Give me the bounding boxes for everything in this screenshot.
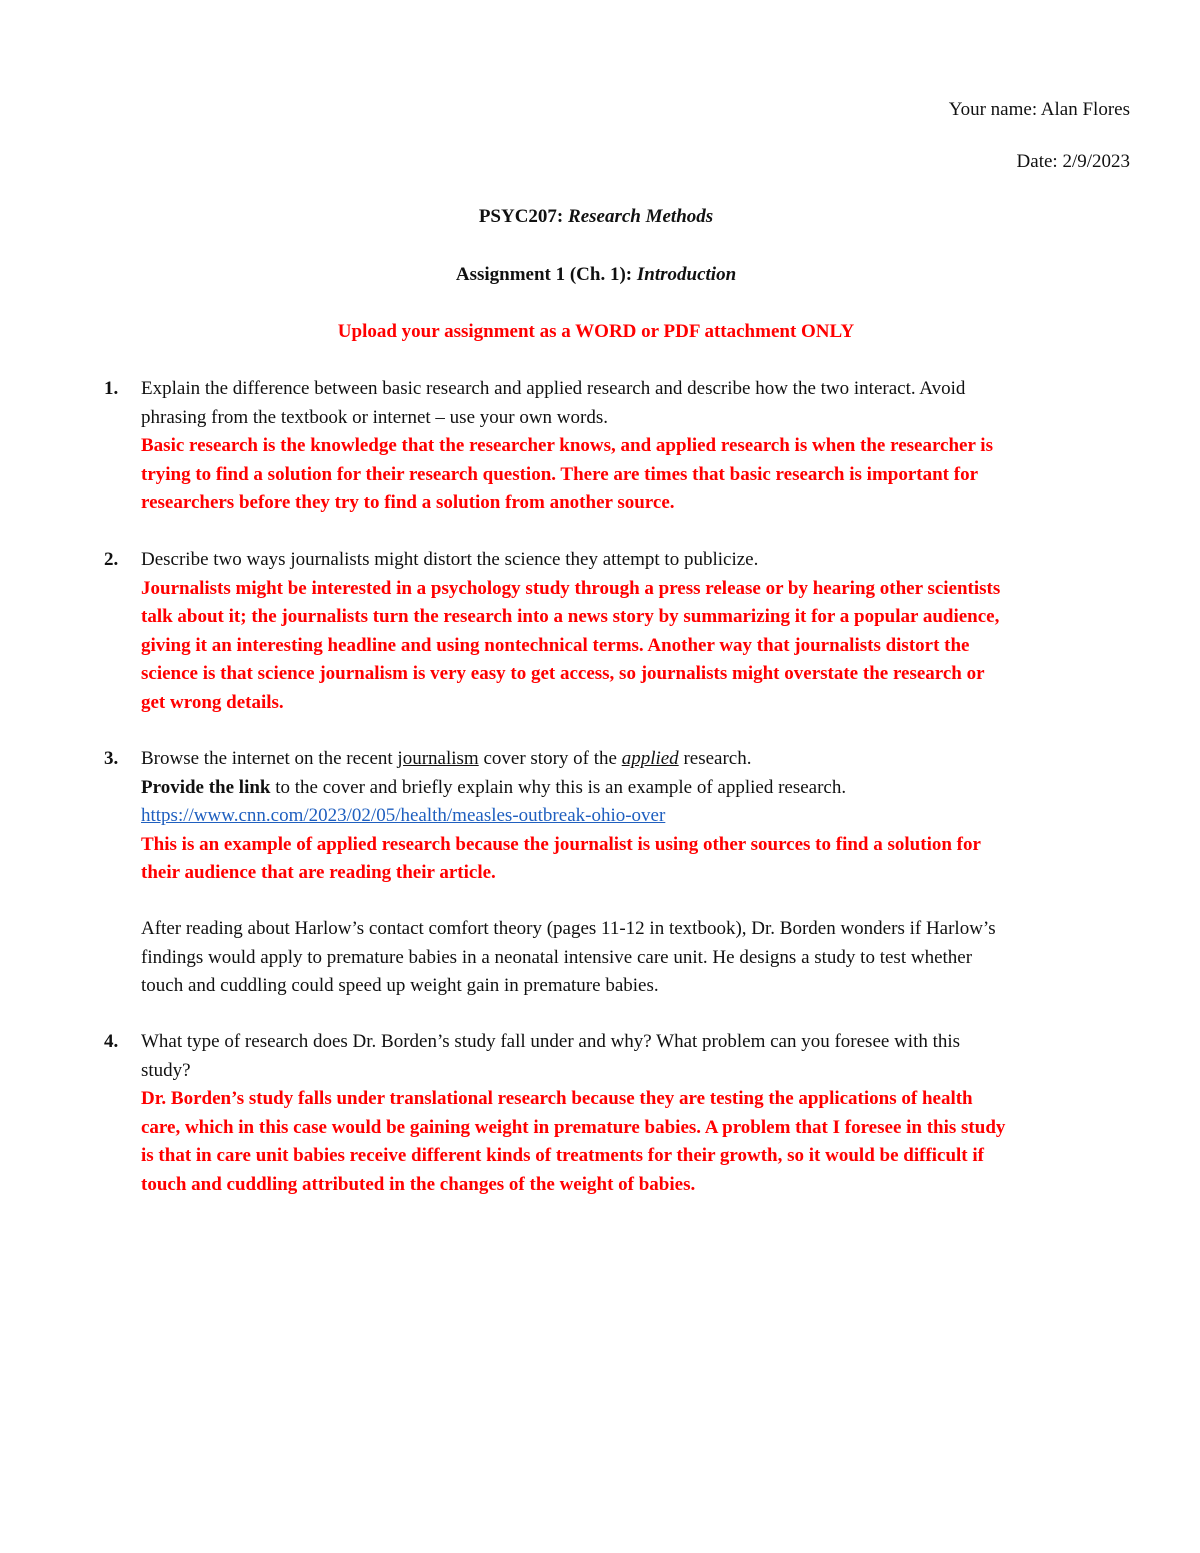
upload-instruction: Upload your assignment as a WORD or PDF attachment ONLY	[337, 321, 855, 342]
question-line: study?	[141, 1059, 191, 1081]
answer-line: their audience that are reading their article.	[141, 862, 496, 883]
text: Browse the internet on the recent	[141, 748, 398, 769]
question-2	[141, 546, 1000, 717]
answer-line: trying to find a solution for their research question. There are times that basic research is important for	[141, 463, 979, 485]
answer-line: Dr. Borden’s study falls under translational research because they are testing the applications of health	[141, 1088, 973, 1109]
question-number: 3.	[104, 748, 119, 769]
cnn-article-link[interactable]: https://www.cnn.com/2023/02/05/health/measles-outbreak-ohio-over	[141, 805, 666, 826]
question-line: Describe two ways journalists might distort the science they attempt to publicize.	[141, 549, 759, 570]
assignment-name: Introduction	[636, 264, 737, 285]
question-line: What type of research does Dr. Borden’s study fall under and why? What problem can you foresee with this	[141, 1031, 961, 1052]
italic-underlined-text: applied	[621, 748, 679, 769]
text: to the cover and briefly explain why this is an example of applied research.	[270, 776, 847, 798]
scenario-paragraph	[141, 915, 996, 1001]
answer-line: Basic research is the knowledge that the researcher knows, and applied research is when the researcher is	[141, 435, 993, 456]
course-code: PSYC207:	[478, 206, 564, 227]
assignment-title	[0, 261, 1192, 290]
answer-line: care, which in this case would be gaining weight in premature babies. A problem that I foresee in this study	[141, 1116, 1006, 1138]
question-number: 4.	[104, 1031, 119, 1052]
course-name: Research Methods	[568, 206, 714, 227]
text: research.	[678, 748, 752, 769]
underlined-text: journalism	[397, 748, 479, 769]
answer-line: is that in care unit babies receive different kinds of treatments for their growth, so it would be difficult if	[141, 1145, 984, 1166]
answer-line: talk about it; the journalists turn the research into a news story by summarizing it for a popular audience,	[141, 606, 1000, 627]
answer-line: This is an example of applied research because the journalist is using other sources to find a solution for	[141, 833, 981, 855]
scenario-line: After reading about Harlow’s contact comfort theory (pages 11-12 in textbook), Dr. Borden wonders if Harlow’s	[141, 918, 996, 939]
answer-line: touch and cuddling attributed in the changes of the weight of babies.	[141, 1173, 696, 1195]
text: cover story of the	[478, 748, 622, 769]
course-title	[0, 203, 1192, 232]
question-line: Explain the difference between basic research and applied research and describe how the two interact. Avoid	[141, 378, 966, 399]
student-name: Your name: Alan Flores	[948, 99, 1130, 120]
question-4	[141, 1028, 1005, 1199]
question-number: 1.	[104, 378, 119, 399]
scenario-line: findings would apply to premature babies in a neonatal intensive care unit. He designs a study to test whether	[141, 946, 973, 968]
question-3	[141, 745, 981, 888]
question-line	[141, 774, 981, 803]
answer-line: science is that science journalism is very easy to get access, so journalists might overstate the research or	[141, 663, 985, 684]
date: Date: 2/9/2023	[1016, 151, 1130, 172]
answer-line: giving it an interesting headline and using nontechnical terms. Another way that journalists distort the	[141, 634, 970, 656]
bold-text: Provide the link	[141, 776, 271, 798]
question-number: 2.	[104, 549, 119, 570]
answer-line: researchers before they try to find a solution from another source.	[141, 492, 675, 513]
question-line	[141, 745, 981, 774]
assignment-label: Assignment 1 (Ch. 1):	[455, 264, 633, 285]
answer-line: Journalists might be interested in a psychology study through a press release or by hearing other scientists	[141, 577, 1001, 599]
question-line: phrasing from the textbook or internet – use your own words.	[141, 406, 608, 428]
scenario-line: touch and cuddling could speed up weight gain in premature babies.	[141, 975, 659, 996]
question-1	[141, 375, 993, 518]
answer-line: get wrong details.	[141, 691, 284, 713]
